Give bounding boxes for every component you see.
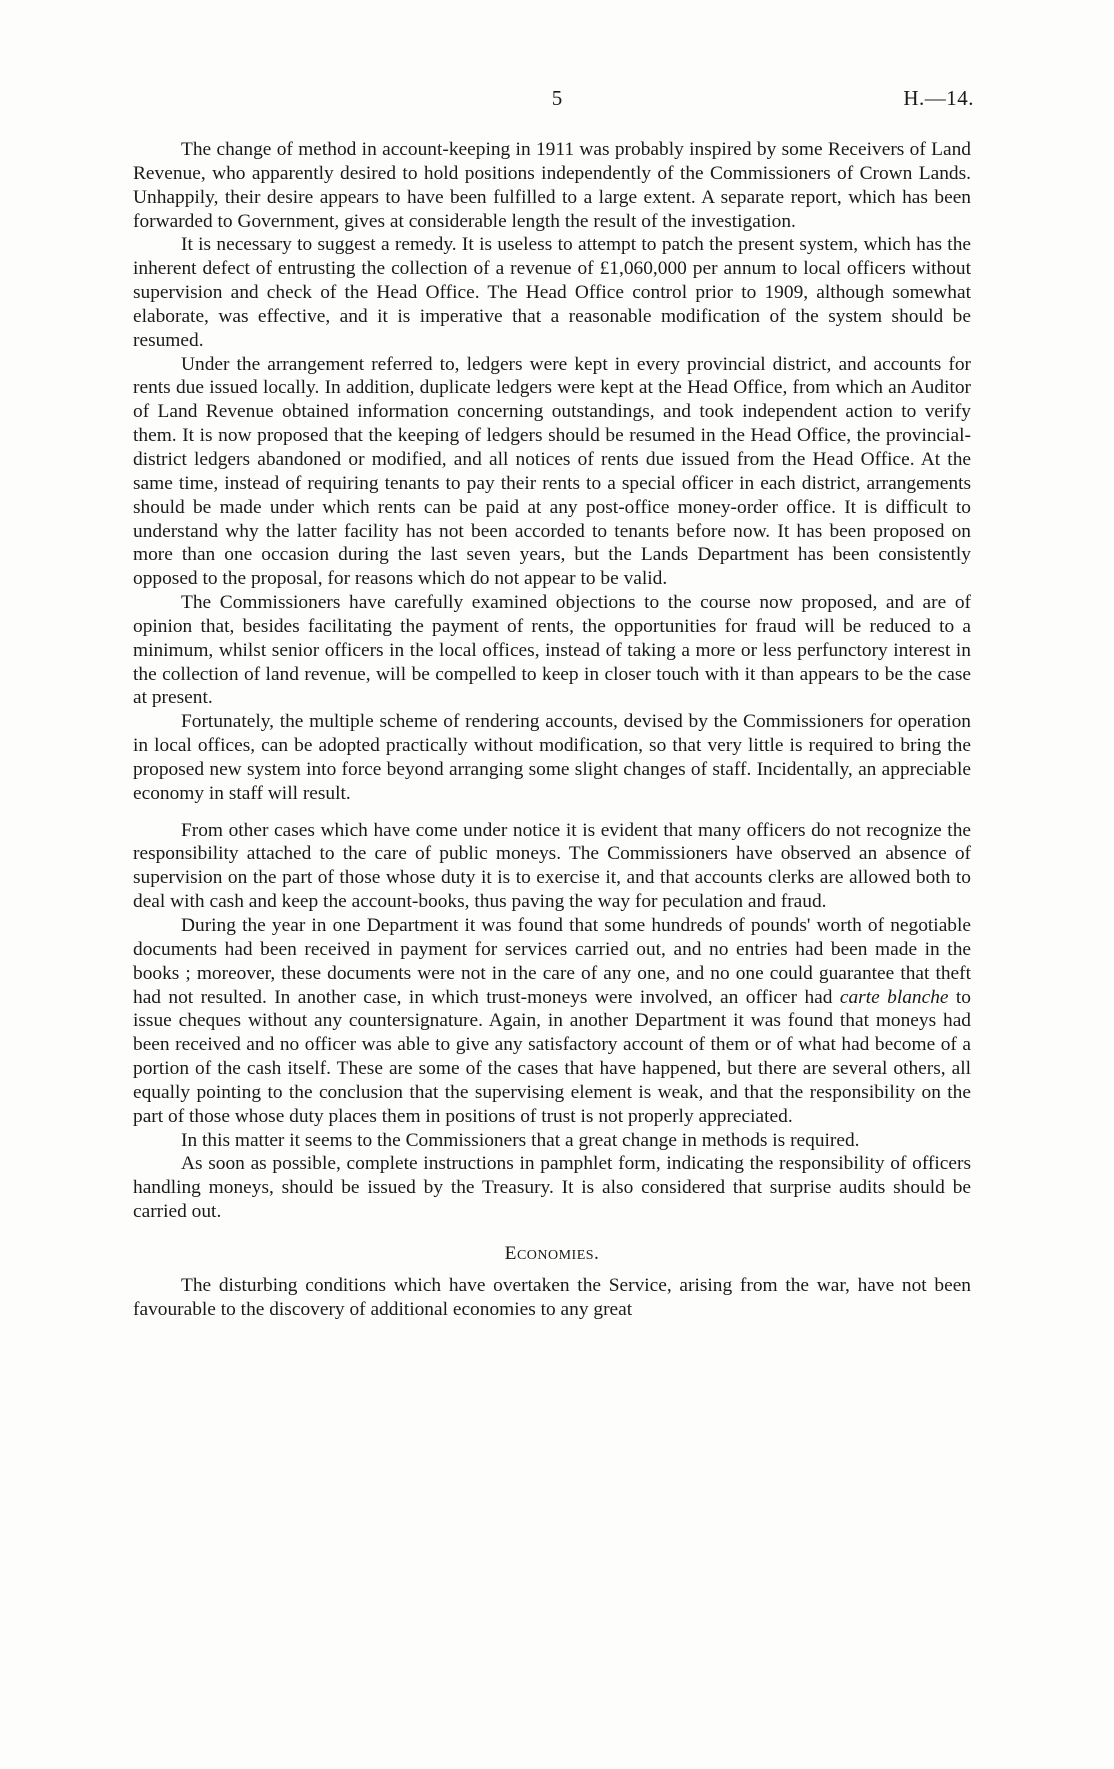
paragraph-change-required: In this matter it seems to the Commissioners that a great change in methods is required. [181,1129,860,1151]
paragraph-remedy: It is necessary to suggest a remedy. It is useless to attempt to patch the present system, which has the inherent defect of entrusting the collection of a revenue of £1,060,000 per annum to local officers without supervision and check of the Head Office. The Head Office control prior to 1909, although somewhat elaborate, was effective, and it is imperative that a reasonable modification of the system should be resumed. [133,234,971,351]
paragraph-negotiable-documents [133,914,971,1129]
paragraph-public-moneys: From other cases which have come under notice it is evident that many officers do not recognize the responsibility attached to the care of public moneys. The Commissioners have observed an absence of supervision on the part of those whose duty it is to exercise it, and that accounts clerks are allowed both to deal with cash and keep the account-books, thus paving the way for peculation and fraud. [133,819,971,913]
paragraph-text-part: During the year in one Department it was found that some hundreds of pounds' worth of negotiable documents had been received in payment for services carried out, and no entries had been made in the books ; moreover, these documents were not in the care of any one, and no one could guarantee that theft had not resulted. In another case, in which trust-moneys were involved, an officer had [133,915,971,1008]
paragraph-commissioners-objections: The Commissioners have carefully examined objections to the course now proposed, and are of opinion that, besides facilitating the payment of rents, the opportunities for fraud will be reduced to a minimum, whilst senior officers in the local offices, instead of taking a more or less perfunctory interest in the collection of land revenue, will be compelled to keep in closer touch with it than appears to be the case at present. [133,592,971,709]
paragraph-ledger-arrangement: Under the arrangement referred to, ledgers were kept in every provincial district, and accounts for rents due issued locally. In addition, duplicate ledgers were kept at the Head Office, from which an Auditor of Land Revenue obtained information concerning outstandings, and took independent action to verify them. It is now proposed that the keeping of ledgers should be resumed in the Head Office, the provincial-district ledgers abandoned or modified, and all notices of rents due issued from the Head Office. At the same time, instead of requiring tenants to pay their rents to a special officer in each district, arrangements should be made under which rents can be paid at any post-office money-order office. It is difficult to understand why the latter facility has not been accorded to tenants before now. It has been proposed on more than one occasion during the last seven years, but the Lands Department has been consistently opposed to the proposal, for reasons which do not appear to be valid. [133,353,971,590]
paragraph-multiple-scheme: Fortunately, the multiple scheme of rendering accounts, devised by the Commissioners for operation in local offices, can be adopted practically without modification, so that very little is required to bring the proposed new system into force beyond arranging some slight changes of staff. Incidentally, an appreciable economy in staff will result. [133,711,971,804]
paragraph-pamphlet-instructions: As soon as possible, complete instructions in pamphlet form, indicating the responsibility of officers handling moneys, should be issued by the Treasury. It is also considered that surprise audits should be carried out. [133,1153,971,1223]
paragraph-text-part: to issue cheques without any countersignature. Again, in another Department it was found that moneys had been received and no officer was able to give any satisfactory account of them or of what had become of a portion of the cash itself. These are some of the cases that have happened, but there are several others, all equally pointing to the conclusion that the supervising element is weak, and that the responsibility on the part of those whose duty places them in positions of trust is not properly appreciated. [133,986,972,1127]
page-number: 5 [551,86,563,110]
paragraph-account-keeping-change: The change of method in account-keeping in 1911 was probably inspired by some Receivers of Land Revenue, who apparently desired to hold positions independently of the Commissioners of Crown Lands. Unhappily, their desire appears to have been fulfilled to a large extent. A separate report, which has been forwarded to Government, gives at considerable length the result of the investigation. [133,139,971,232]
section-heading-economies: Economies. [504,1242,600,1264]
paragraph-economies: The disturbing conditions which have overtaken the Service, arising from the war, have not been favourable to the discovery of additional economies to any great [133,1274,971,1320]
body-text [133,138,971,1322]
italic-phrase: carte blanche [839,986,949,1008]
document-reference: H.—14. [903,86,974,110]
